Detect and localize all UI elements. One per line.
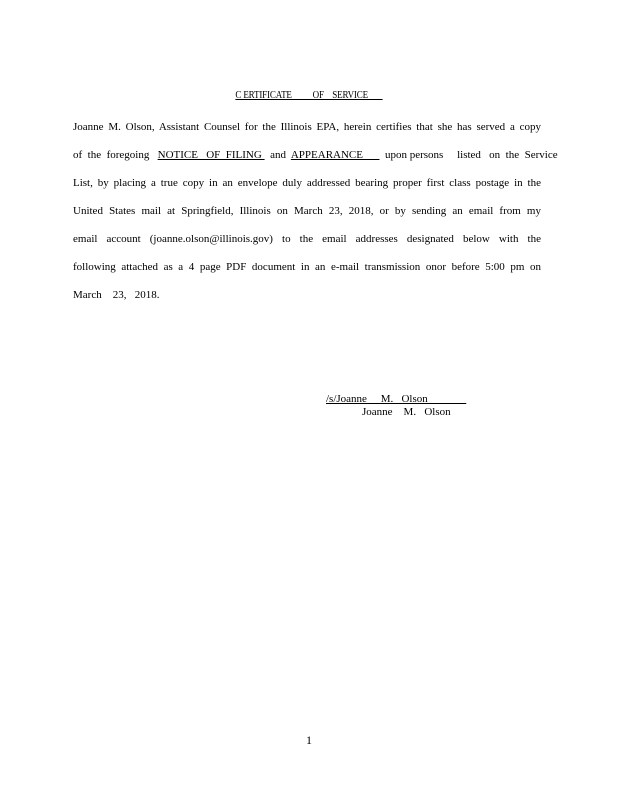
body-line-4-text: United States mail at Springfield, Illinois on March 23, 2018, or by sending an email from my bbox=[73, 205, 541, 217]
electronic-signature: /s/Joanne M. Olson bbox=[326, 393, 467, 405]
signer-name: Joanne M. Olson bbox=[362, 406, 451, 418]
body-line-5 bbox=[73, 225, 541, 253]
body-line-7-text: March 23, 2018. bbox=[73, 289, 160, 301]
appearance-text: APPEARANCE bbox=[290, 149, 380, 161]
body-line-1 bbox=[73, 113, 541, 141]
body-line-6 bbox=[73, 253, 541, 281]
body-line-2 bbox=[73, 141, 558, 169]
certificate-title-text: C ERTIFICATE OF SERVICE bbox=[235, 89, 383, 101]
body-line-3-text: List, by placing a true copy in an envelope duly addressed bearing proper first class postage in the bbox=[73, 177, 541, 189]
body-line-2-mid: and bbox=[264, 149, 291, 161]
signature-block bbox=[326, 393, 466, 419]
notice-of-filing-text: NOTICE OF FILING bbox=[157, 149, 265, 161]
body-line-3 bbox=[73, 169, 541, 197]
body-line-1-text: Joanne M. Olson, Assistant Counsel for the Illinois EPA, herein certifies that she has served a copy bbox=[73, 121, 541, 133]
page-number: 1 bbox=[306, 733, 312, 747]
body-line-5-text: email account (joanne.olson@illinois.gov) to the email addresses designated below with the bbox=[73, 233, 541, 245]
body-line-2-post: upon persons listed on the Service bbox=[379, 149, 558, 161]
body-line-2-pre: of the foregoing bbox=[73, 149, 158, 161]
body-line-4 bbox=[73, 197, 541, 225]
certificate-body bbox=[73, 113, 558, 309]
body-line-6-text: following attached as a 4 page PDF document in an e-mail transmission onor before 5:00 pm on bbox=[73, 261, 541, 273]
body-line-7 bbox=[73, 281, 541, 309]
certificate-title bbox=[56, 89, 563, 101]
